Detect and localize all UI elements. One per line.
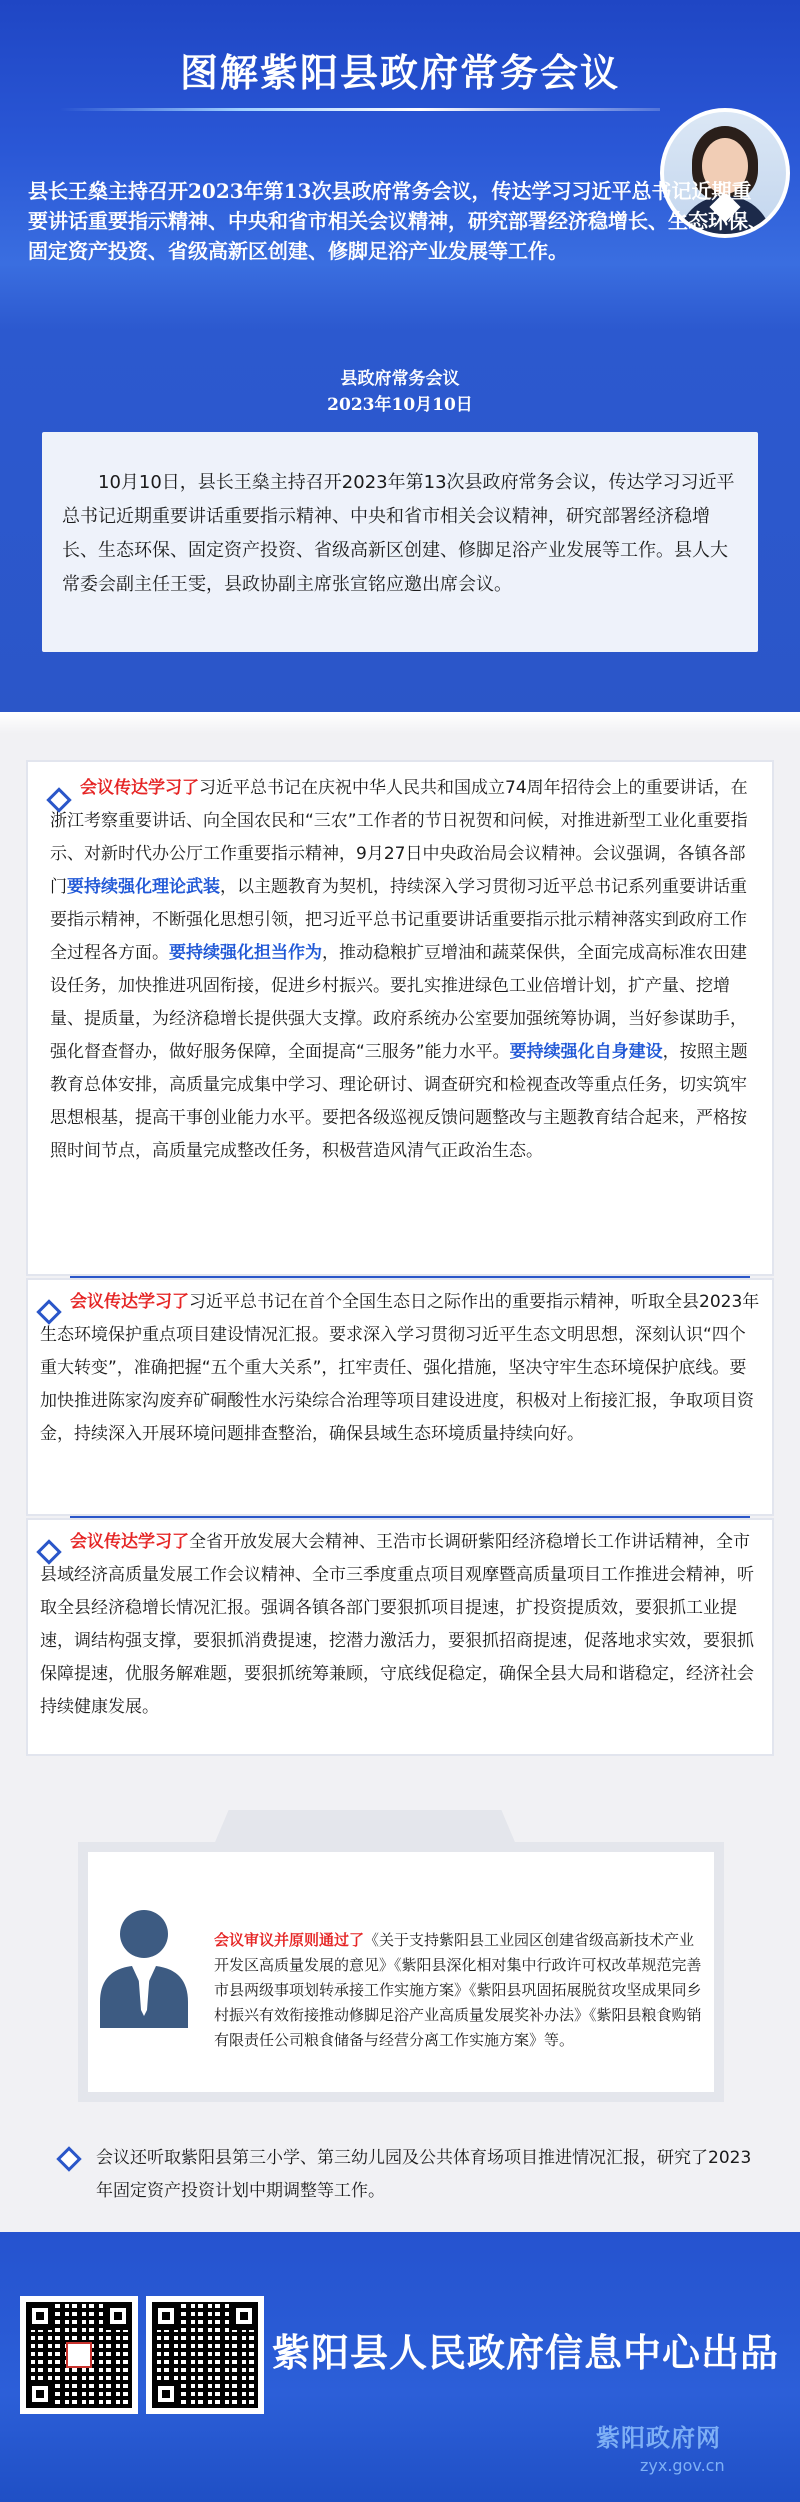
section-2-text: 会议传达学习了习近平总书记在首个全国生态日之际作出的重要指示精神，听取全县2023年生态环境保护重点项目建设情况汇报。要求深入学习贯彻习近平生态文明思想，深刻认识“四个重大转变”，准确把握“五个重大关系”，扛牢责任、强化措施，坚决守牢生态环境保护底线。要加快推进陈家沟废弃矿硐酸性水污染综合治理等项目建设进度，积极对上衔接汇报，争取项目资金，持续深入开展环境问题排查整治，确保县域生态环境质量持续向好。	[40, 1292, 760, 1444]
section-2-lead: 会议传达学习了	[70, 1292, 189, 1312]
section-1-lead: 会议传达学习了	[80, 778, 199, 798]
page-title: 图解紫阳县政府常务会议	[179, 51, 620, 95]
highlight-responsibility: 要持续强化担当作为	[169, 943, 322, 963]
watermark-url: zyx.gov.cn	[640, 2456, 725, 2475]
watermark-site-name: 紫阳政府网	[596, 2424, 721, 2452]
intro-paragraph: 10月10日，县长王燊主持召开2023年第13次县政府常务会议，传达学习习近平总书记近期重要讲话重要指示精神、中央和省市相关会议精神，研究部署经济稳增长、生态环保、固定资产投资、省级高新区创建、修脚足浴产业发展等工作。县人大常委会副主任王雯，县政协副主席张宣铭应邀出席会议。	[62, 472, 735, 595]
highlight-self-building: 要持续强化自身建设	[509, 1042, 663, 1062]
highlight-theory: 要持续强化理论武装	[67, 877, 220, 897]
qr-code-icon	[20, 2296, 138, 2414]
section-4-lead: 会议审议并原则通过了	[214, 1931, 365, 1949]
header-summary: 县长王燊主持召开2023年第13次县政府常务会议，传达学习习近平总书记近期重要讲话重要指示精神、中央和省市相关会议精神，研究部署经济稳增长、生态环保、固定资产投资、省级高新区创建、修脚足浴产业发展等工作。	[28, 179, 768, 263]
section-3-lead: 会议传达学习了	[70, 1532, 189, 1552]
publisher-name: 紫阳县人民政府信息中心出品	[272, 2331, 780, 2375]
section-3-text: 会议传达学习了全省开放发展大会精神、王浩市长调研紫阳经济稳增长工作讲话精神，全市县域经济高质量发展工作会议精神、全市三季度重点项目观摩暨高质量项目工作推进会精神，听取全县经济稳增长情况汇报。强调各镇各部门要狠抓项目提速，扩投资提质效，要狠抓工业提速，调结构强支撑，要狠抓消费提速，挖潜力激活力，要狠抓招商提速，促落地求实效，要狠抓保障提速，优服务解难题，要狠抓统筹兼顾，守底线促稳定，确保全县大局和谐稳定，经济社会持续健康发展。	[40, 1532, 754, 1717]
title-underline	[60, 108, 660, 111]
section-5-text: 会议还听取紫阳县第三小学、第三幼儿园及公共体育场项目推进情况汇报，研究了2023年固定资产投资计划中期调整等工作。	[96, 2148, 752, 2201]
meeting-name: 县政府常务会议	[340, 369, 460, 389]
person-icon	[92, 1900, 202, 2030]
meeting-date: 2023年10月10日	[327, 395, 473, 415]
section-1-text: 会议传达学习了习近平总书记在庆祝中华人民共和国成立74周年招待会上的重要讲话，在浙江考察重要讲话、向全国农民和“三农”工作者的节日祝贺和问候，对推进新型工业化重要指示、对新时代办公厅工作重要指示精神，9月27日中央政治局会议精神。会议强调，各镇各部门要持续强化理论武装，以主题教育为契机，持续深入学习贯彻习近平总书记系列重要讲话重要指示精神，不断强化思想引领，把习近平总书记重要讲话重要指示批示精神落实到政府工作全过程各方面。要持续强化担当作为，推动稳粮扩豆增油和蔬菜保供，全面完成高标准农田建设任务，加快推进巩固衔接，促进乡村振兴。要扎实推进绿色工业倍增计划，扩产量、挖增量、提质量，为经济稳增长提供强大支撑。政府系统办公室要加强统筹协调，当好参谋助手，强化督查督办，做好服务保障，全面提高“三服务”能力水平。要持续强化自身建设，按照主题教育总体安排，高质量完成集中学习、理论研讨、调查研究和检视查改等重点任务，切实筑牢思想根基，提高干事创业能力水平。要把各级巡视反馈问题整改与主题教育结合起来，严格按照时间节点，高质量完成整改任务，积极营造风清气正政治生态。	[50, 778, 748, 1161]
qr-code-icon	[146, 2296, 264, 2414]
resolution-text: 会议审议并原则通过了《关于支持紫阳县工业园区创建省级高新技术产业开发区高质量发展的意见》《紫阳县深化相对集中行政许可权改革规范完善市县两级事项划转承接工作实施方案》《紫阳县巩固拓展脱贫攻坚成果同乡村振兴有效衔接推动修脚足浴产业高质量发展奖补办法》《紫阳县粮食购销有限责任公司粮食储备与经营分离工作实施方案》等。	[214, 1931, 702, 2049]
